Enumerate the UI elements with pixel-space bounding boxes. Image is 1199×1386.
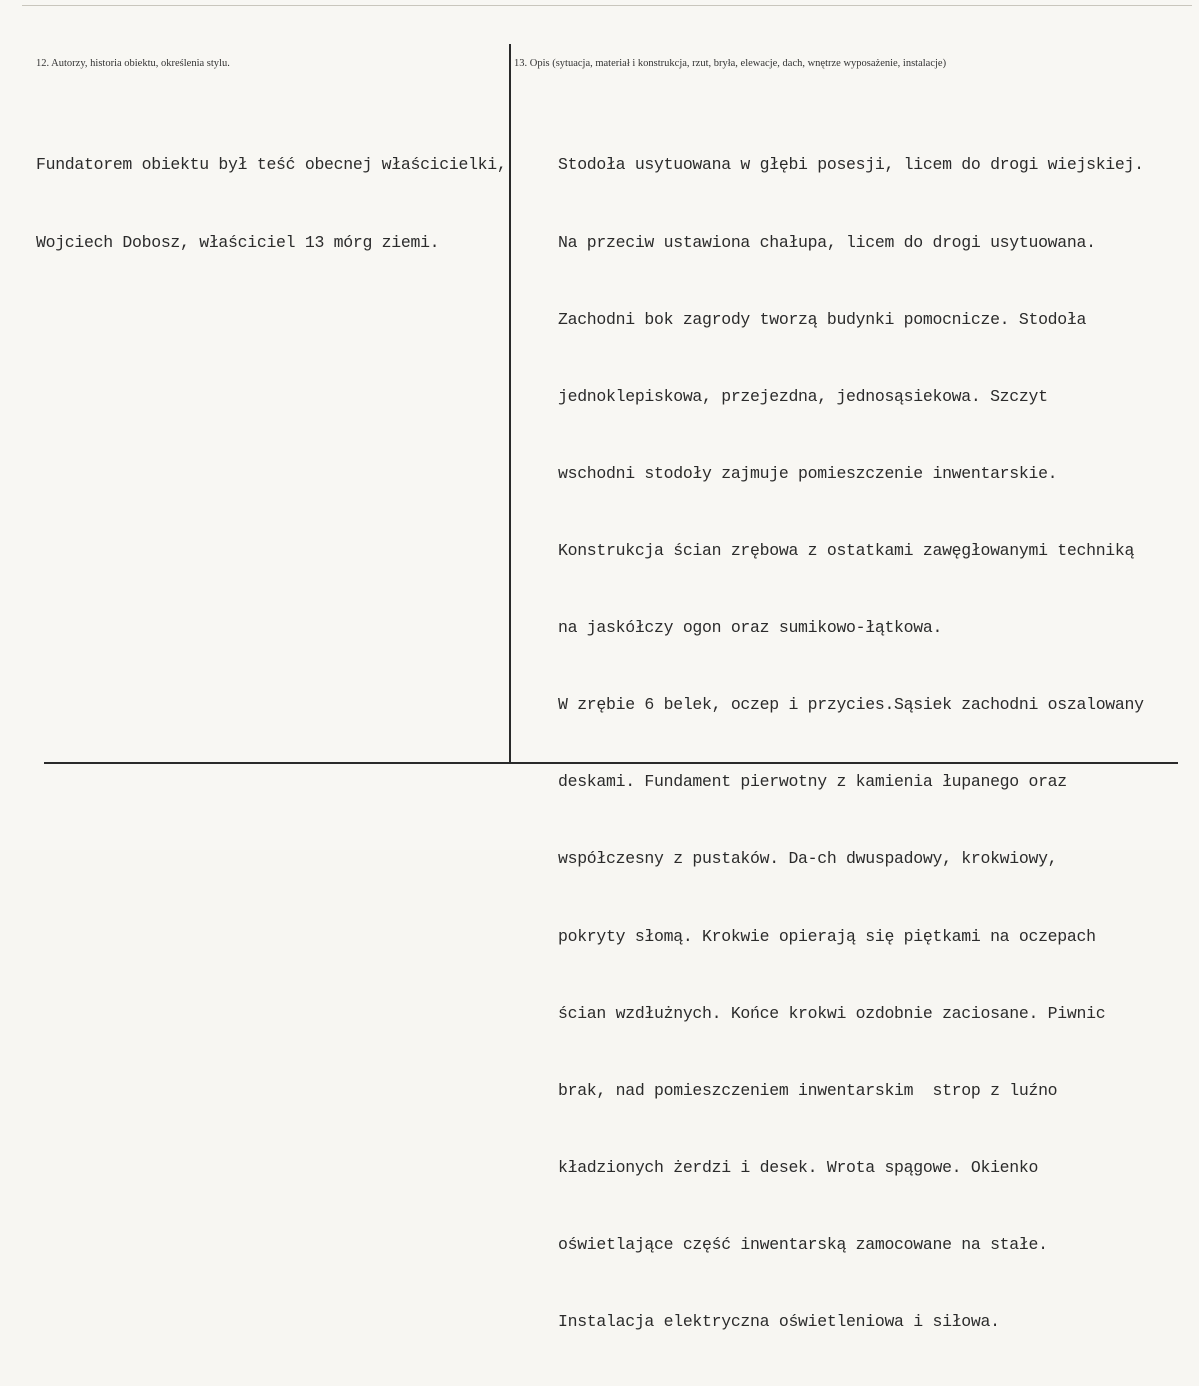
section-12-text xyxy=(36,101,506,307)
text-line: Na przeciw ustawiona chałupa, licem do drogi usytuowana. xyxy=(558,232,1096,252)
top-border-line xyxy=(22,5,1192,6)
text-line: W zrębie 6 belek, oczep i przycies.Sąsiek zachodni oszalowany xyxy=(558,695,1144,715)
text-line: współczesny z pustaków. Da-ch dwuspadowy, krokwiowy, xyxy=(558,849,1058,869)
text-line: Zachodni bok zagrody tworzą budynki pomocnicze. Stodoła xyxy=(558,309,1087,329)
text-line: ścian wzdłużnych. Końce krokwi ozdobnie zaciosane. Piwnic xyxy=(558,1003,1106,1023)
text-line: Konstrukcja ścian zrębowa z ostatkami zawęgłowanymi techniką xyxy=(558,540,1135,560)
bottom-border-line xyxy=(44,762,1178,764)
text-line: deskami. Fundament pierwotny z kamienia łupanego oraz xyxy=(558,772,1067,792)
section-13-header: 13. Opis (sytuacja, materiał i konstrukcja, rzut, bryła, elewacje, dach, wnętrze wyposażenie, instalacje) xyxy=(514,58,947,69)
text-line: Stodoła usytuowana w głębi posesji, licem do drogi wiejskiej. xyxy=(558,155,1144,175)
text-line: Wojciech Dobosz, właściciel 13 mórg ziemi. xyxy=(36,232,440,252)
text-line: kładzionych żerdzi i desek. Wrota spągowe. Okienko xyxy=(558,1157,1039,1177)
text-line: wschodni stodoły zajmuje pomieszczenie inwentarskie. xyxy=(558,463,1058,483)
text-line: pokryty słomą. Krokwie opierają się piętkami na oczepach xyxy=(558,926,1096,946)
text-line: jednoklepiskowa, przejezdna, jednosąsiekowa. Szczyt xyxy=(558,386,1048,406)
text-line: oświetlające część inwentarską zamocowane na stałe. xyxy=(558,1234,1048,1254)
column-divider xyxy=(509,44,511,764)
text-line: Instalacja elektryczna oświetleniowa i siłowa. xyxy=(558,1312,1000,1332)
text-line: Fundatorem obiektu był teść obecnej właścicielki, xyxy=(36,155,507,175)
section-13-text xyxy=(558,101,1144,1386)
text-line: na jaskółczy ogon oraz sumikowo-łątkowa. xyxy=(558,618,943,638)
section-12-header: 12. Autorzy, historia obiektu, określenia stylu. xyxy=(36,58,230,69)
text-line: brak, nad pomieszczeniem inwentarskim strop z luźno xyxy=(558,1080,1058,1100)
